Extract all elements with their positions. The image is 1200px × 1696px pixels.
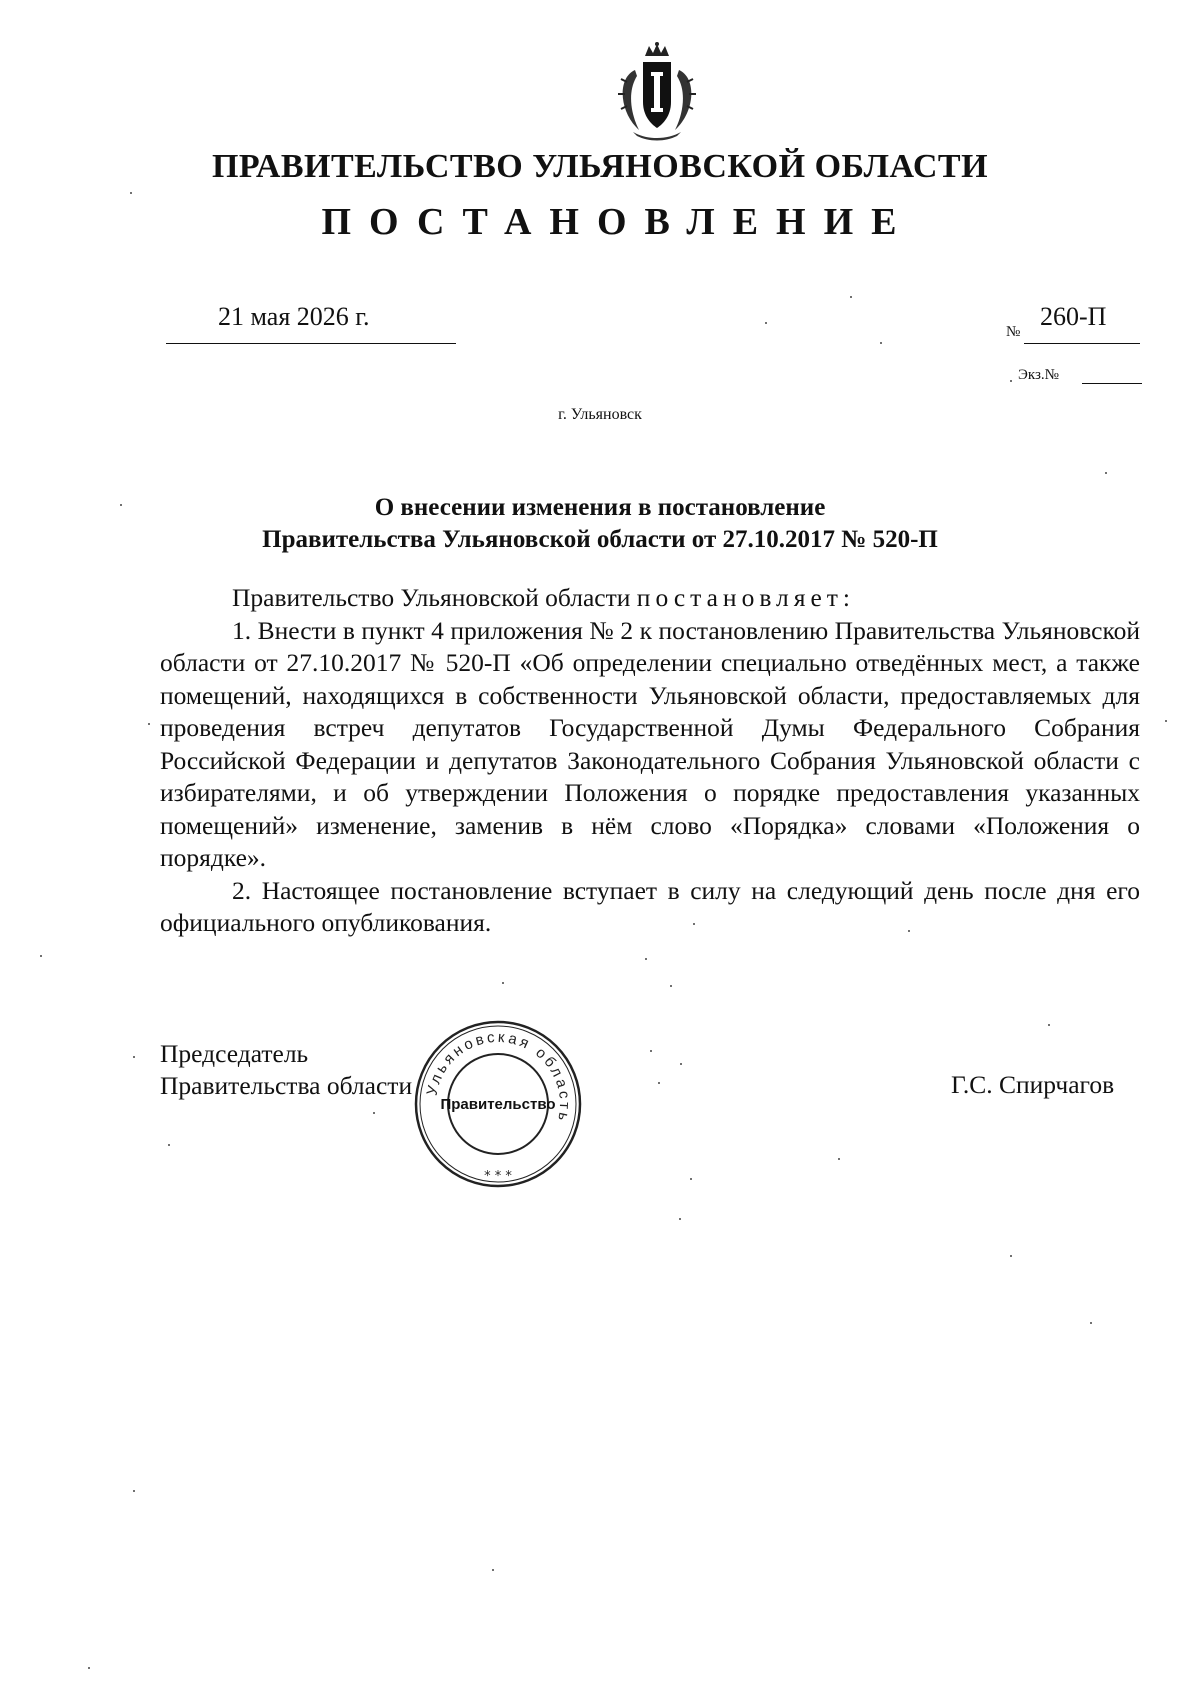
scan-speck — [133, 1490, 135, 1492]
document-number: 260-П — [1040, 302, 1107, 331]
subject-line-2: Правительства Ульяновской области от 27.10.2017 № 520-П — [262, 526, 938, 553]
document-date: 21 мая 2026 г. — [218, 302, 370, 331]
document-body — [160, 582, 1140, 940]
intro-prefix: Правительство Ульяновской области — [232, 583, 631, 612]
scan-speck — [693, 923, 695, 925]
scan-speck — [168, 1144, 170, 1146]
official-seal-stamp — [412, 1018, 584, 1190]
scan-speck — [670, 985, 672, 987]
date-underline — [166, 343, 456, 344]
signer-title-line-1: Председатель — [160, 1039, 309, 1068]
scan-speck — [838, 1158, 840, 1160]
scan-speck — [1010, 1255, 1012, 1257]
seal-center-text: Правительство — [440, 1096, 556, 1113]
item-2-paragraph: 2. Настоящее постановление вступает в силу на следующий день после дня его официального опубликования. — [160, 875, 1140, 937]
scan-speck — [658, 1082, 660, 1084]
scan-speck — [679, 1218, 681, 1220]
scan-speck — [130, 192, 132, 194]
scan-speck — [1010, 380, 1012, 382]
document-type-title: ПОСТАНОВЛЕНИЕ — [321, 201, 915, 243]
signer-title — [160, 1038, 412, 1102]
scan-speck — [908, 930, 910, 932]
scan-speck — [133, 1056, 135, 1058]
number-underline — [1024, 343, 1140, 344]
scan-speck — [1105, 472, 1107, 474]
scan-speck — [148, 723, 150, 725]
scan-speck — [690, 1178, 692, 1180]
scan-speck — [1165, 720, 1167, 722]
scan-speck — [373, 1112, 375, 1114]
number-prefix: № — [1006, 324, 1021, 340]
signer-title-line-2: Правительства области — [160, 1071, 413, 1100]
signer-name: Г.С. Спирчагов — [951, 1070, 1115, 1099]
scan-speck — [492, 1569, 494, 1571]
seal-ring-text: Ульяновская область — [423, 1028, 574, 1126]
copy-number-label: Экз.№ — [1018, 367, 1059, 383]
svg-text:* * *: * * * — [484, 1169, 512, 1184]
intro-paragraph — [160, 582, 1140, 615]
scan-speck — [645, 958, 647, 960]
scan-speck — [850, 296, 852, 298]
copy-number-underline — [1082, 383, 1142, 384]
scan-speck — [880, 342, 882, 344]
document-subject — [200, 492, 1000, 556]
scan-speck — [765, 322, 767, 324]
scan-speck — [650, 1050, 652, 1052]
scan-speck — [120, 504, 122, 506]
scan-speck — [1048, 1024, 1050, 1026]
intro-resolves: постановляет: — [636, 583, 856, 612]
scan-speck — [88, 1667, 90, 1669]
coat-of-arms-icon — [607, 42, 707, 142]
organization-title: ПРАВИТЕЛЬСТВО УЛЬЯНОВСКОЙ ОБЛАСТИ — [211, 148, 989, 185]
item-1-paragraph: 1. Внести в пункт 4 приложения № 2 к постановлению Правительства Ульяновской области от 27.10.2017 № 520-П «Об определении специально отведённых мест, а также помещений, находящихся в собственности Ульяновской области, предоставляемых для проведения встреч депутатов Государственной Думы Федерального Собрания Российской Федерации и депутатов Законодательного Собрания Ульяновской области с избирателями, и об утверждении Положения о порядке предоставления указанных помещений» изменение, заменив в нём слово «Порядка» словами «Положения о порядке». — [160, 615, 1140, 872]
city-name: г. Ульяновск — [558, 406, 642, 423]
scan-speck — [1090, 1322, 1092, 1324]
scan-speck — [680, 1063, 682, 1065]
scan-speck — [40, 955, 42, 957]
subject-line-1: О внесении изменения в постановление — [374, 494, 826, 521]
scan-speck — [502, 982, 504, 984]
